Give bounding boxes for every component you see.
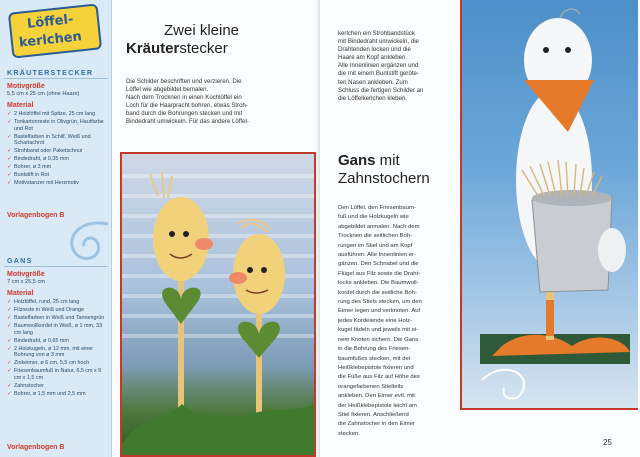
logo-line2: kerlchen (18, 29, 83, 51)
list-item: ✓ Tonkartonreste in Olivgrün, Hautfarbe und Rot (7, 119, 109, 132)
loeffelkerlchen-logo (8, 3, 102, 58)
swirl-decoration-icon (58, 218, 112, 266)
materials-sidebar (0, 0, 112, 457)
section-title-gans-line1 (338, 152, 400, 169)
list-item: ✓ Bindedraht, ø 0,35 mm (7, 156, 109, 163)
photo-gans (460, 0, 638, 410)
title-rest: mit (375, 152, 400, 169)
list-item: ✓ Motivstanzer mit Herzmotiv (7, 180, 109, 187)
list-item: ✓ Friesenbaumfuß in Natur, 6,5 cm x 9 cm x 1,5 cm (7, 368, 109, 381)
list-item: ✓ 2 Holzlöffel mit Spitze, 25 cm lang (7, 111, 109, 118)
list-item: ✓ Bindedraht, ø 0,65 mm (7, 338, 109, 345)
logo-line1: Löffel- (26, 12, 75, 32)
goose-illustration (462, 0, 638, 410)
motiv-value: 7 cm x 25,5 cm (7, 279, 45, 285)
list-item: ✓ Filzreste in Weiß und Orange (7, 307, 109, 314)
right-page (320, 0, 640, 457)
material-label: Material (7, 290, 34, 297)
continued-instructions-text: kerlchen ein Strohbandstück mit Bindedraht umwickeln, die Drahtenden locken und die Haare am Kopf ankleben. Alle Innenlinien ergänzen und die mit einem Buntstift geröte- ten Nasen ankleben. Zum Schluss die fertigen Schilder an die Löffelkerlchen kleben. (338, 30, 424, 102)
motiv-label: Motivgröße (7, 271, 45, 278)
vorlage-label: Vorlagenbogen B (7, 212, 65, 219)
title-bold: Kräuter (126, 40, 180, 57)
spoon-figures-illustration (122, 154, 316, 457)
photo-kraeuterstecker (120, 152, 316, 457)
list-item: ✓ Bastelfarben in Schilf, Weiß und Scharlachrot (7, 134, 109, 147)
motiv-value: 5,5 cm x 25 cm (ohne Haare) (7, 91, 80, 97)
title-bold: Gans (338, 152, 376, 169)
divider (4, 78, 108, 79)
page-number: 25 (603, 438, 612, 447)
material-list-kraeuterstecker (7, 111, 109, 188)
left-page (112, 0, 320, 457)
page-title-line1: Zwei kleine (164, 22, 240, 39)
vorlage-label: Vorlagenbogen B (7, 444, 65, 451)
page-title-line2 (126, 40, 228, 57)
instructions-text: Die Schilder beschriften und verzieren. Die Löffel wie abgebildet bemalen. Nach dem Trocknen in einen Kochlöffel ein Loch für die Haarpracht bohren, etwas Stroh- band durch die Bohrungen stecken und mit Bindedraht umwickeln. Für das andere Löffel- (126, 78, 249, 126)
list-item: ✓ Strohband oder Paketschnur (7, 148, 109, 155)
divider (4, 266, 108, 267)
list-item: ✓ 2 Holzkugeln, ø 12 mm, mit einer Bohrung von ø 3 mm (7, 346, 109, 359)
section-title-gans: GANS (7, 256, 33, 265)
gans-instructions-text: Den Löffel, den Friesenbaum- fuß und die Holzkugeln wie abgebildet anmalen. Nach dem Trocknen die seitlichen Boh- rungen im Stiel und am Kopf ausführen. Alle Innenlinien er- gänzen. Den Schnabel und die Flügel aus Filz sowie die Draht- locke ankleben. Die Baumwoll- kordel durch die seitliche Boh- rung des Stiels stecken, um den Eimer legen und verknoten. Auf jedes Kordelende eine Holz- kugel fädeln und jeweils mit ei- nem Knoten sichern. Die Gans in die Bohrung des Friesen- baumfußes stecken, mit der Heißklebepistole fixieren und die Füße aus Filz auf Höhe des orangefarbenen Stielteils ankleben. Den Eimer evtl. mit der Heißklebepistole leicht am Stiel fixieren. Anschließend die Zahnstocher in den Eimer stecken. (338, 205, 422, 437)
list-item: ✓ Zahnstocher (7, 383, 109, 390)
motiv-label: Motivgröße (7, 83, 45, 90)
list-item: ✓ Baumwollkordel in Weiß, ø 1 mm, 33 cm lang (7, 323, 109, 336)
list-item: ✓ Zinkeimer, ø 6 cm, 5,5 cm hoch (7, 360, 109, 367)
section-title-kraeuterstecker: KRÄUTERSTECKER (7, 68, 94, 77)
list-item: ✓ Bohrer, ø 3 mm (7, 164, 109, 171)
list-item: ✓ Holzlöffel, rund, 25 cm lang (7, 299, 109, 306)
list-item: ✓ Bohrer, ø 1,5 mm und 2,5 mm (7, 391, 109, 398)
list-item: ✓ Buntstift in Rot (7, 172, 109, 179)
material-label: Material (7, 102, 34, 109)
material-list-gans (7, 299, 109, 399)
section-title-gans-line2: Zahnstochern (338, 170, 430, 187)
list-item: ✓ Bastelfarben in Weiß und Tannengrün (7, 315, 109, 322)
title-rest: stecker (179, 40, 228, 57)
